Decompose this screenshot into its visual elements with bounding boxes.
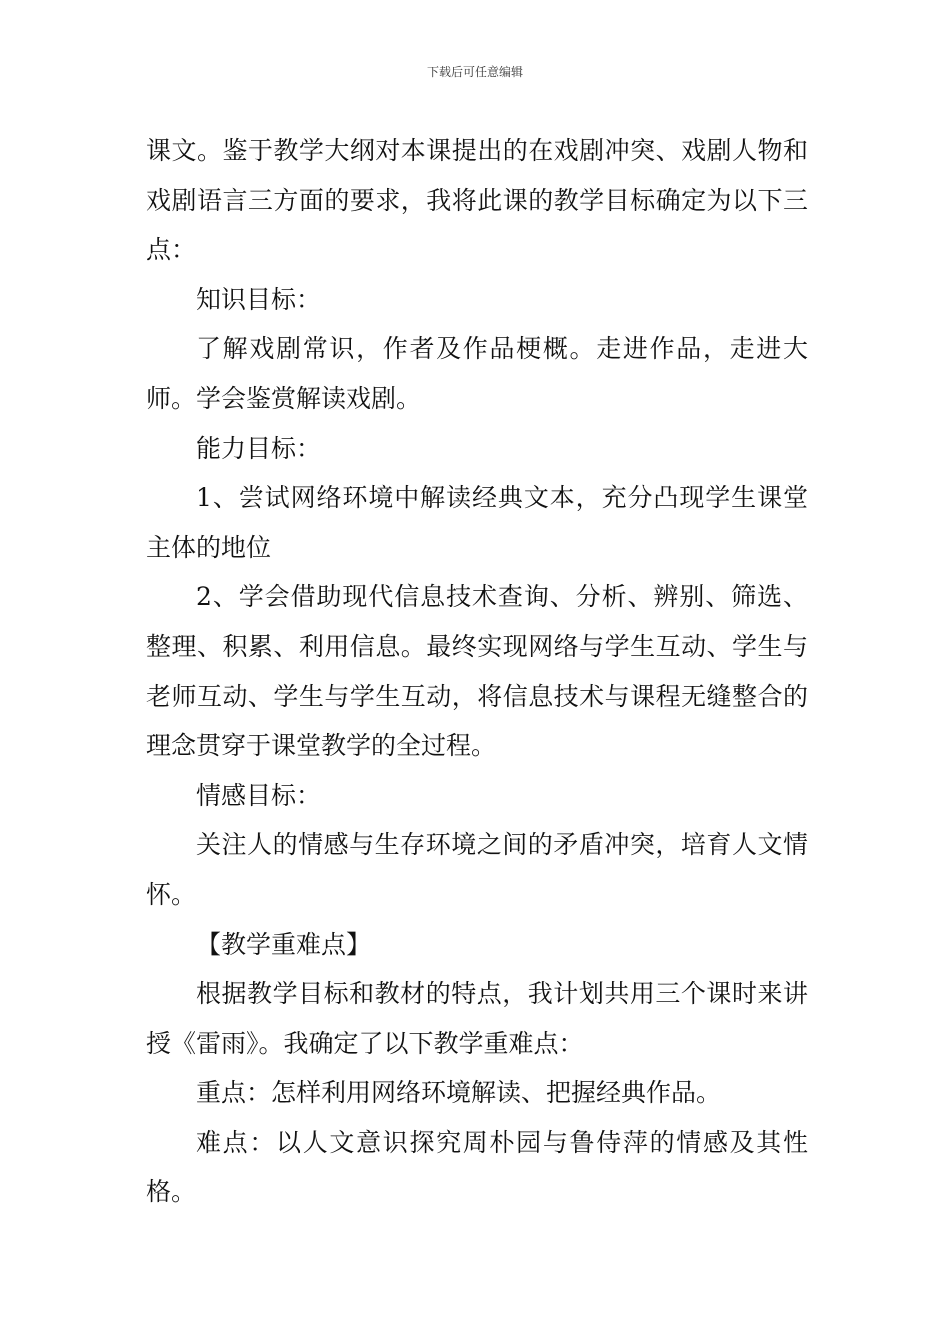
paragraph-intro-continuation: 课文。鉴于教学大纲对本课提出的在戏剧冲突、戏剧人物和戏剧语言三方面的要求，我将此课的教学目标确定为以下三点： xyxy=(146,136,808,265)
paragraph-key-point: 重点：怎样利用网络环境解读、把握经典作品。 xyxy=(196,1078,722,1108)
paragraph-difficult-point: 难点：以人文意识探究周朴园与鲁侍萍的情感及其性格。 xyxy=(146,1127,808,1207)
paragraph-ability-goal-2: 2、学会借助现代信息技术查询、分析、辨别、筛选、整理、积累、利用信息。最终实现网络与学生互动、学生与老师互动、学生与学生互动，将信息技术与课程无缝整合的理念贯穿于课堂教学的全过程。 xyxy=(146,582,808,761)
paragraph-knowledge-goal: 了解戏剧常识，作者及作品梗概。走进作品，走进大师。学会鉴赏解读戏剧。 xyxy=(146,334,808,413)
paragraph-emotion-goal: 关注人的情感与生存环境之间的矛盾冲突，培育人文情怀。 xyxy=(146,830,808,909)
document-body xyxy=(146,126,808,1217)
heading-emotion-goal: 情感目标： xyxy=(196,780,322,810)
paragraph-teaching-plan: 根据教学目标和教材的特点，我计划共用三个课时来讲授《雷雨》。我确定了以下教学重难点： xyxy=(146,979,808,1058)
page-header: 下载后可任意编辑 xyxy=(426,65,523,79)
heading-key-difficult-points: 【教学重难点】 xyxy=(196,929,372,959)
heading-knowledge-goal: 知识目标： xyxy=(196,284,322,314)
heading-ability-goal: 能力目标： xyxy=(196,433,322,463)
paragraph-ability-goal-1: 1、尝试网络环境中解读经典文本，充分凸现学生课堂主体的地位 xyxy=(146,483,808,562)
